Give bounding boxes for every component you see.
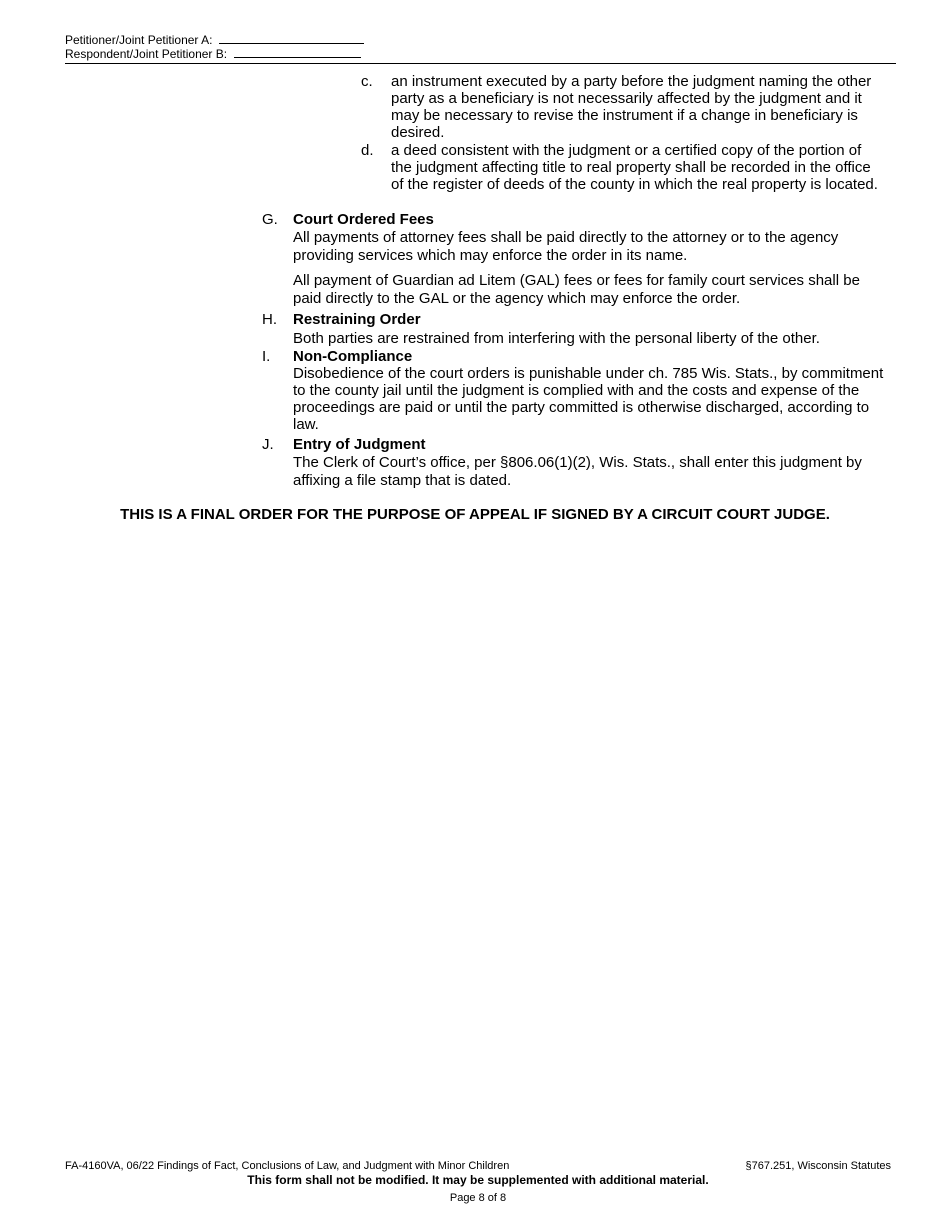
section-paragraph: The Clerk of Court’s office, per §806.06(1)(2), Wis. Stats., shall enter this judgment by affixing a file stamp that is dated. <box>293 454 862 489</box>
petitioner-line <box>65 33 895 47</box>
page-number: Page 8 of 8 <box>449 1192 507 1204</box>
petitioner-label: Petitioner/Joint Petitioner A: <box>65 33 213 47</box>
section-label: G. <box>262 211 278 228</box>
section-label: J. <box>262 436 274 453</box>
petitioner-name-field[interactable] <box>219 33 364 44</box>
section-h <box>262 311 887 347</box>
section-label: H. <box>262 311 277 328</box>
section-paragraph: Disobedience of the court orders is punishable under ch. 785 Wis. Stats., by commitment to the county jail until the judgment is complied with and the costs and expense of the proceedings are paid or until the party committed is otherwise discharged, according to law. <box>293 365 884 433</box>
item-label: c. <box>361 73 373 90</box>
page-header <box>65 33 895 61</box>
list-item-d <box>361 142 881 193</box>
section-g <box>262 211 887 308</box>
form-identifier: FA-4160VA, 06/22 Findings of Fact, Conclusions of Law, and Judgment with Minor Children <box>65 1160 510 1172</box>
section-j <box>262 436 887 490</box>
section-paragraph: Both parties are restrained from interfering with the personal liberty of the other. <box>293 330 820 347</box>
section-title: Entry of Judgment <box>293 436 426 453</box>
header-rule <box>65 63 896 64</box>
list-item-c <box>361 73 881 141</box>
section-title: Non-Compliance <box>293 348 413 365</box>
respondent-label: Respondent/Joint Petitioner B: <box>65 47 228 61</box>
modification-notice: This form shall not be modified. It may be supplemented with additional material. <box>247 1173 709 1187</box>
section-title: Restraining Order <box>293 311 421 328</box>
respondent-line <box>65 47 895 61</box>
section-paragraph: All payment of Guardian ad Litem (GAL) fees or fees for family court services shall be paid directly to the GAL or the agency which may enforce the order. <box>293 272 860 307</box>
item-text: a deed consistent with the judgment or a certified copy of the portion of the judgment affecting title to real property shall be recorded in the office of the register of deeds of the county in which the real property is located. <box>391 142 878 193</box>
item-text: an instrument executed by a party before the judgment naming the other party as a beneficiary is not necessarily affected by the judgment and it may be necessary to revise the instrument if a change in beneficiary is desired. <box>391 73 872 141</box>
statute-reference: §767.251, Wisconsin Statutes <box>745 1160 891 1172</box>
section-label: I. <box>262 348 271 365</box>
respondent-name-field[interactable] <box>234 47 361 58</box>
item-label: d. <box>361 142 374 159</box>
section-title: Court Ordered Fees <box>293 211 434 228</box>
section-paragraph: All payments of attorney fees shall be paid directly to the attorney or to the agency providing services which may enforce the order in its name. <box>293 229 839 264</box>
section-i <box>262 348 887 433</box>
final-order-notice: THIS IS A FINAL ORDER FOR THE PURPOSE OF APPEAL IF SIGNED BY A CIRCUIT COURT JUDGE. <box>120 506 830 523</box>
